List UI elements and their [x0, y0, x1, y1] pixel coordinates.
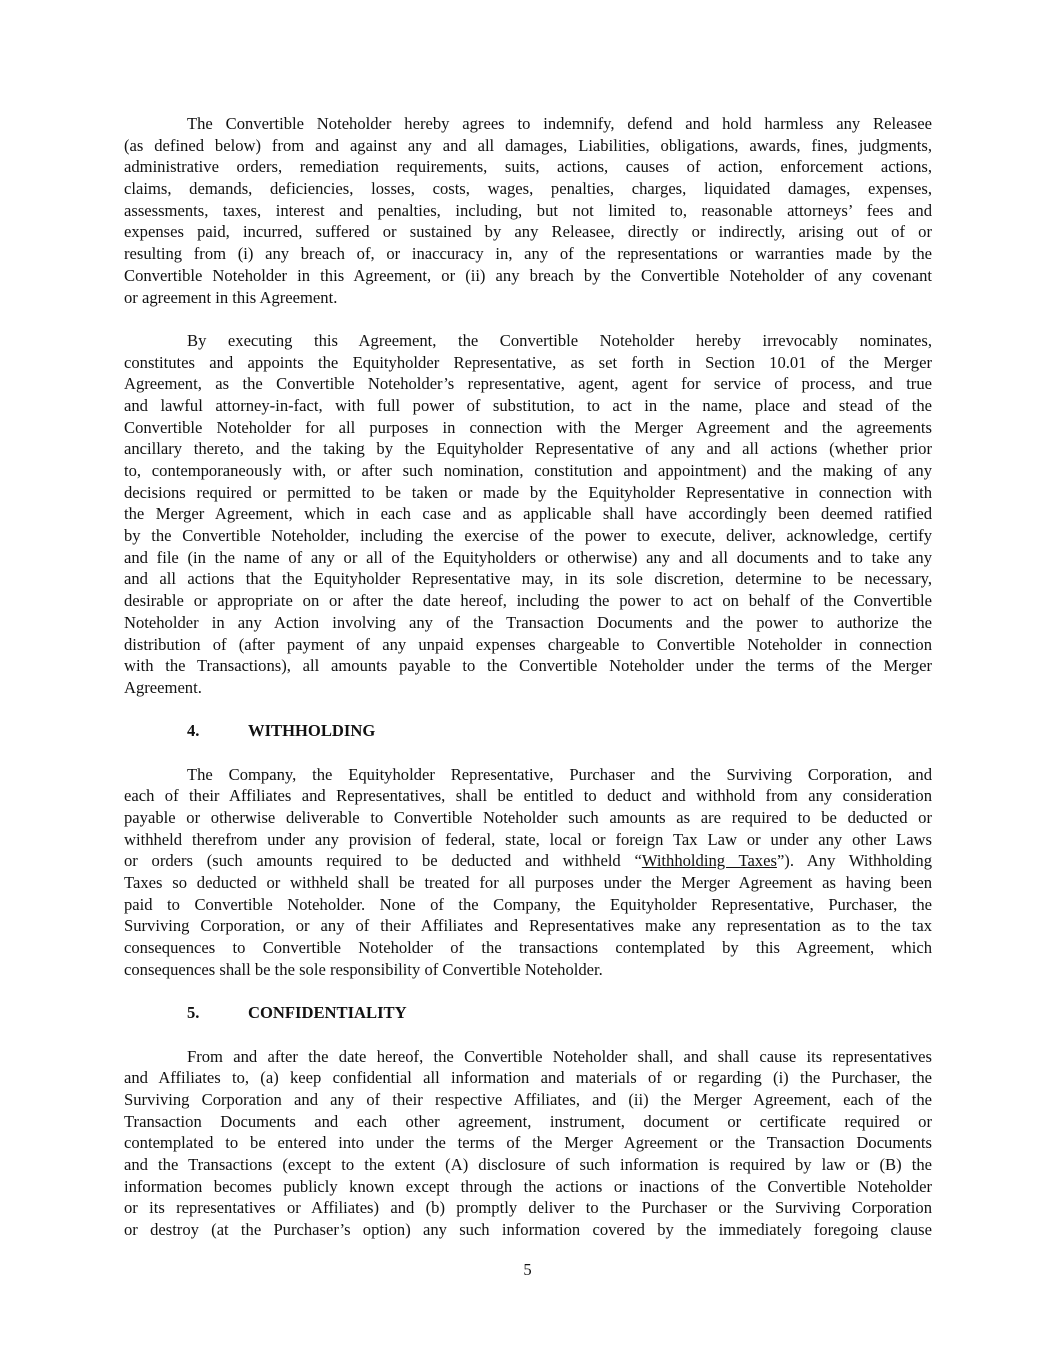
text-line: and all actions that the Equityholder Representative may, in its sole discretion, determine to be necessary,	[124, 569, 932, 589]
text-line: paid to Convertible Noteholder. None of the Company, the Equityholder Representative, Purchaser, the	[124, 894, 932, 914]
section-number: 4.	[187, 721, 200, 741]
text-line: and the Transactions (except to the extent (A) disclosure of such information is required by law or (B) the	[124, 1155, 932, 1174]
section-heading	[124, 720, 932, 742]
text-line: decisions required or permitted to be taken or made by the Equityholder Representative in connection with	[124, 482, 932, 502]
text-line: or agreement in this Agreement.	[124, 287, 338, 307]
text-line: administrative orders, remediation requirements, suits, actions, causes of action, enforcement actions,	[124, 157, 932, 177]
paragraph	[124, 113, 932, 308]
text-line: Agreement.	[124, 677, 202, 697]
text-line: Convertible Noteholder in this Agreement, or (ii) any breach by the Convertible Noteholder of any covenant	[124, 265, 932, 285]
paragraph	[124, 330, 932, 699]
text-line: Convertible Noteholder for all purposes in connection with the Merger Agreement and the agreements	[124, 417, 932, 437]
text-line: From and after the date hereof, the Convertible Noteholder shall, and shall cause its representatives	[187, 1046, 932, 1066]
text-line: withheld therefrom under any provision of federal, state, local or foreign Tax Law or under any other Laws	[124, 829, 932, 849]
text-line: consequences to Convertible Noteholder of the transactions contemplated by this Agreement, which	[124, 938, 932, 958]
paragraph	[124, 764, 932, 981]
text-line: ancillary thereto, and the taking by the Equityholder Representative of any and all actions (whether prior	[124, 439, 932, 459]
text-line: distribution of (after payment of any unpaid expenses chargeable to Convertible Noteholder in connection	[124, 634, 932, 654]
text-line: Noteholder in any Action involving any of the Transaction Documents and the power to authorize the	[124, 612, 932, 632]
text-line: Agreement, as the Convertible Noteholder’s representative, agent, agent for service of process, and true	[124, 374, 932, 394]
section-title: CONFIDENTIALITY	[248, 1003, 407, 1023]
paragraph	[124, 1046, 932, 1241]
text-line: assessments, taxes, interest and penalties, including, but not limited to, reasonable attorneys’ fees and	[124, 200, 932, 220]
text-line: By executing this Agreement, the Convertible Noteholder hereby irrevocably nominates,	[187, 330, 932, 350]
text-line: (as defined below) from and against any and all damages, Liabilities, obligations, awards, fines, judgments,	[124, 135, 932, 155]
text-line: The Company, the Equityholder Representative, Purchaser and the Surviving Corporation, and	[187, 764, 932, 784]
text-line: or destroy (at the Purchaser’s option) any such information covered by the immediately foregoing clause	[124, 1220, 932, 1240]
text-line: expenses paid, incurred, suffered or sustained by any Releasee, directly or indirectly, arising out of or	[124, 222, 932, 242]
text-line: desirable or appropriate on or after the date hereof, including the power to act on behalf of the Convertible	[124, 591, 932, 611]
text-line: or its representatives or Affiliates) and (b) promptly deliver to the Purchaser or the Surviving Corporation	[124, 1198, 932, 1218]
text-line: constitutes and appoints the Equityholder Representative, as set forth in Section 10.01 of the Merger	[124, 352, 932, 372]
text-line: payable or otherwise deliverable to Convertible Noteholder such amounts as are required to be deducted or	[124, 808, 932, 827]
text-line: to, contemporaneously with, or after such nomination, constitution and appointment) and the making of any	[124, 461, 932, 480]
text-line: The Convertible Noteholder hereby agrees to indemnify, defend and hold harmless any Releasee	[187, 114, 932, 133]
text-segment: or orders (such amounts required to be deducted and withheld “	[124, 851, 642, 871]
text-line: with the Transactions), all amounts payable to the Convertible Noteholder under the terms of the Merger	[124, 656, 932, 676]
text-line: and Affiliates to, (a) keep confidential all information and materials of or regarding (i) the Purchaser, the	[124, 1068, 932, 1088]
text-line: each of their Affiliates and Representatives, shall be entitled to deduct and withhold from any consideration	[124, 786, 932, 806]
text-line	[124, 850, 932, 872]
page-number: 5	[523, 1260, 532, 1279]
section-number: 5.	[187, 1003, 200, 1023]
text-line: consequences shall be the sole responsibility of Convertible Noteholder.	[124, 959, 603, 979]
text-line: information becomes publicly known except through the actions or inactions of the Convertible Noteholder	[124, 1176, 932, 1196]
text-line: claims, demands, deficiencies, losses, costs, wages, penalties, charges, liquidated damages, expenses,	[124, 179, 932, 199]
text-line: by the Convertible Noteholder, including the exercise of the power to execute, deliver, acknowledge, certify	[124, 526, 932, 546]
defined-term: Withholding Taxes	[641, 851, 777, 871]
text-line: and file (in the name of any or all of the Equityholders or otherwise) any and all documents and to take any	[124, 547, 932, 567]
text-line: resulting from (i) any breach of, or inaccuracy in, any of the representations or warranties made by the	[124, 244, 932, 264]
text-line: Surviving Corporation, or any of their Affiliates and Representatives make any representation as to the tax	[124, 916, 932, 936]
text-line: Surviving Corporation and any of their respective Affiliates, and (ii) the Merger Agreement, each of the	[124, 1089, 932, 1109]
text-segment: ”). Any Withholding	[776, 851, 933, 871]
section-heading	[124, 1002, 932, 1024]
text-line: the Merger Agreement, which in each case and as applicable shall have accordingly been deemed ratified	[124, 504, 932, 524]
section-title: WITHHOLDING	[248, 721, 376, 741]
text-line: and lawful attorney-in-fact, with full power of substitution, to act in the name, place and stead of the	[124, 395, 932, 415]
text-line: contemplated to be entered into under the terms of the Merger Agreement or the Transaction Documents	[124, 1133, 932, 1153]
text-line: Transaction Documents and each other agreement, instrument, document or certificate required or	[124, 1111, 932, 1131]
text-line: Taxes so deducted or withheld shall be treated for all purposes under the Merger Agreement as having been	[124, 873, 932, 893]
document-page	[124, 113, 932, 1262]
